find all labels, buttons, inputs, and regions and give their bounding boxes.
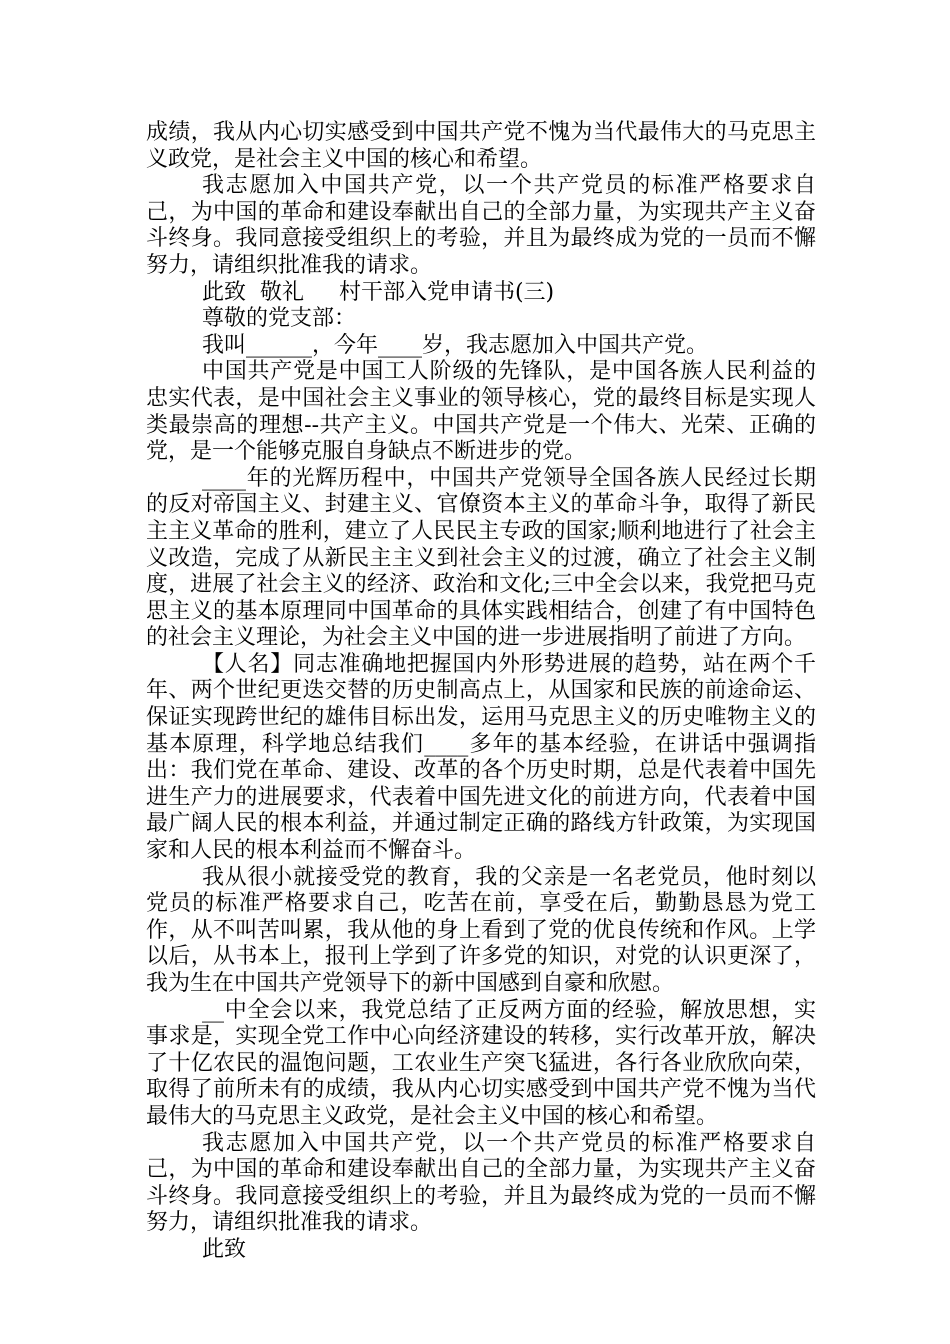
paragraph-history: ____年的光辉历程中，中国共产党领导全国各族人民经过长期的反对帝国主义、封建主义、官僚资本主义的革命斗争，取得了新民主主义革命的胜利，建立了人民民主专政的国家;顺利地进行了社会主义改造，完成了从新民主主义到社会主义的过渡，确立了社会主义制度，进展了社会主义的经济、政治和文化;三中全会以来，我党把马克思主义的基本原理同中国革命的具体实践相结合，创建了有中国特色的社会主义理论，为社会主义中国的进一步进展指明了前进了方向。: [146, 465, 816, 651]
salutation: 尊敬的党支部：: [202, 306, 357, 332]
paragraph-continuation: 成绩，我从内心切实感受到中国共产党不愧为当代最伟大的马克思主义政党，是社会主义中国的核心和希望。: [146, 120, 816, 172]
document-body: [146, 120, 816, 1264]
paragraph-reform: __中全会以来，我党总结了正反两方面的经验，解放思想，实事求是，实现全党工作中心向经济建设的转移，实行改革开放，解决了十亿农民的温饱问题，工农业生产突飞猛进，各行各业欣欣向荣，取得了前所未有的成绩，我从内心切实感受到中国共产党不愧为当代最伟大的马克思主义政党，是社会主义中国的核心和希望。: [146, 997, 816, 1129]
paragraph-personal: 我从很小就接受党的教育，我的父亲是一名老党员，他时刻以党员的标准严格要求自己，吃苦在前，享受在后，勤勤恳恳为党工作，从不叫苦叫累，我从他的身上看到了党的优良传统和作风。上学以后，从书本上，报刊上学到了许多党的知识，对党的认识更深了，我为生在中国共产党领导下的新中国感到自豪和欣慰。: [146, 864, 816, 996]
paragraph-pledge-repeat: 我志愿加入中国共产党，以一个共产党员的标准严格要求自己，为中国的革命和建设奉献出自己的全部力量，为实现共产主义奋斗终身。我同意接受组织上的考验，并且为最终成为党的一员而不懈努力，请组织批准我的请求。: [146, 1130, 816, 1236]
paragraph-party-nature: 中国共产党是中国工人阶级的先锋队，是中国各族人民利益的忠实代表，是中国社会主义事业的领导核心，党的最终目标是实现人类最崇高的理想--共产主义。中国共产党是一个伟大、光荣、正确的党，是一个能够克服自身缺点不断进步的党。: [146, 359, 816, 465]
paragraph-intro: 我叫______，今年____岁，我志愿加入中国共产党。: [202, 332, 709, 358]
closing-and-heading: 此致 敬礼 村干部入党申请书(三): [202, 279, 555, 305]
paragraph-leader: 【人名】同志准确地把握国内外形势进展的趋势，站在两个千年、两个世纪更迭交替的历史制高点上，从国家和民族的前途命运、保证实现跨世纪的雄伟目标出发，运用马克思主义的历史唯物主义的基本原理，科学地总结我们____多年的基本经验，在讲话中强调指出：我们党在革命、建设、改革的各个历史时期，总是代表着中国先进生产力的进展要求，代表着中国先进文化的前进方向，代表着中国最广阔人民的根本利益，并通过制定正确的路线方针政策，为实现国家和人民的根本利益而不懈奋斗。: [146, 651, 816, 864]
paragraph-pledge: 我志愿加入中国共产党，以一个共产党员的标准严格要求自己，为中国的革命和建设奉献出自己的全部力量，为实现共产主义奋斗终身。我同意接受组织上的考验，并且为最终成为党的一员而不懈努力，请组织批准我的请求。: [146, 173, 816, 278]
closing: 此致: [202, 1236, 247, 1262]
